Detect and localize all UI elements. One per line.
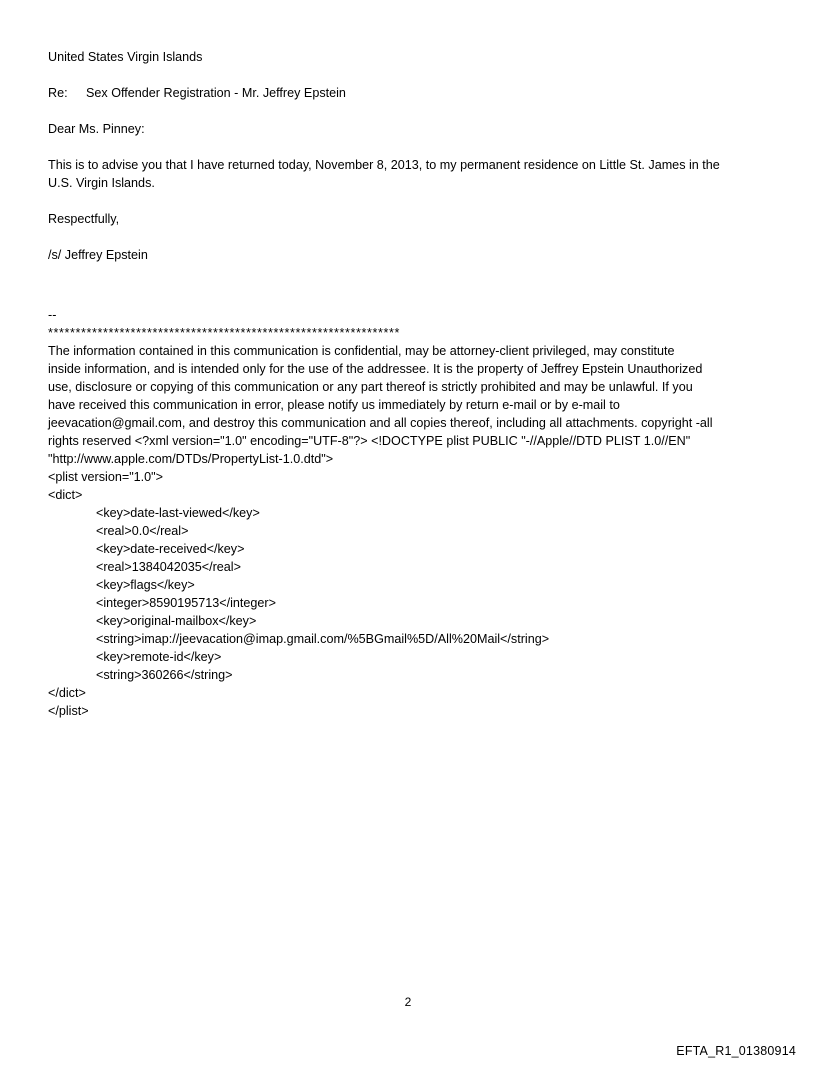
plist-entry: <key>remote-id</key> <box>96 650 222 664</box>
disclaimer-line: rights reserved <?xml version="1.0" encoding="UTF-8"?> <!DOCTYPE plist PUBLIC "-//Apple//DTD PLIST 1.0//EN" <box>48 434 691 448</box>
plist-entry: <key>flags</key> <box>96 578 195 592</box>
re-subject: Sex Offender Registration - Mr. Jeffrey Epstein <box>86 86 346 100</box>
plist-entry: <string>imap://jeevacation@imap.gmail.com/%5BGmail%5D/All%20Mail</string> <box>96 632 550 646</box>
signature-dashes: -- <box>48 308 57 322</box>
plist-entry: <key>original-mailbox</key> <box>96 614 257 628</box>
disclaimer-line: jeevacation@gmail.com, and destroy this communication and all copies thereof, including all attachments. copyright -all <box>48 416 713 430</box>
dict-close: </dict> <box>48 686 86 700</box>
bates-number: EFTA_R1_01380914 <box>676 1044 796 1058</box>
body-line-1: This is to advise you that I have returned today, November 8, 2013, to my permanent residence on Little St. James in the <box>48 158 720 172</box>
plist-entry: <integer>8590195713</integer> <box>96 596 276 610</box>
plist-entry: <key>date-received</key> <box>96 542 245 556</box>
disclaimer-line: The information contained in this communication is confidential, may be attorney-client privileged, may constitute <box>48 344 675 358</box>
dict-open: <dict> <box>48 488 83 502</box>
plist-open: <plist version="1.0"> <box>48 470 164 484</box>
disclaimer-line: inside information, and is intended only for the use of the addressee. It is the property of Jeffrey Epstein Unauthorized <box>48 362 703 376</box>
plist-close: </plist> <box>48 704 89 718</box>
plist-entry: <string>360266</string> <box>96 668 233 682</box>
closing: Respectfully, <box>48 212 120 226</box>
confidentiality-disclaimer <box>48 342 778 468</box>
plist-block <box>48 468 778 720</box>
page-number: 2 <box>404 995 412 1009</box>
re-line <box>48 84 778 102</box>
plist-entry: <real>0.0</real> <box>96 524 189 538</box>
plist-entry: <key>date-last-viewed</key> <box>96 506 260 520</box>
re-label: Re: <box>48 86 68 100</box>
body-line-2: U.S. Virgin Islands. <box>48 176 155 190</box>
document-page <box>48 48 778 720</box>
disclaimer-line: "http://www.apple.com/DTDs/PropertyList-1.0.dtd"> <box>48 452 334 466</box>
separator-stars: **************************************************************** <box>48 326 401 340</box>
salutation: Dear Ms. Pinney: <box>48 122 145 136</box>
disclaimer-line: use, disclosure or copying of this communication or any part thereof is strictly prohibited and may be unlawful. If you <box>48 380 693 394</box>
addressee-line: United States Virgin Islands <box>48 50 203 64</box>
disclaimer-line: have received this communication in error, please notify us immediately by return e-mail or by e-mail to <box>48 398 620 412</box>
signature: /s/ Jeffrey Epstein <box>48 248 148 262</box>
plist-entry: <real>1384042035</real> <box>96 560 241 574</box>
